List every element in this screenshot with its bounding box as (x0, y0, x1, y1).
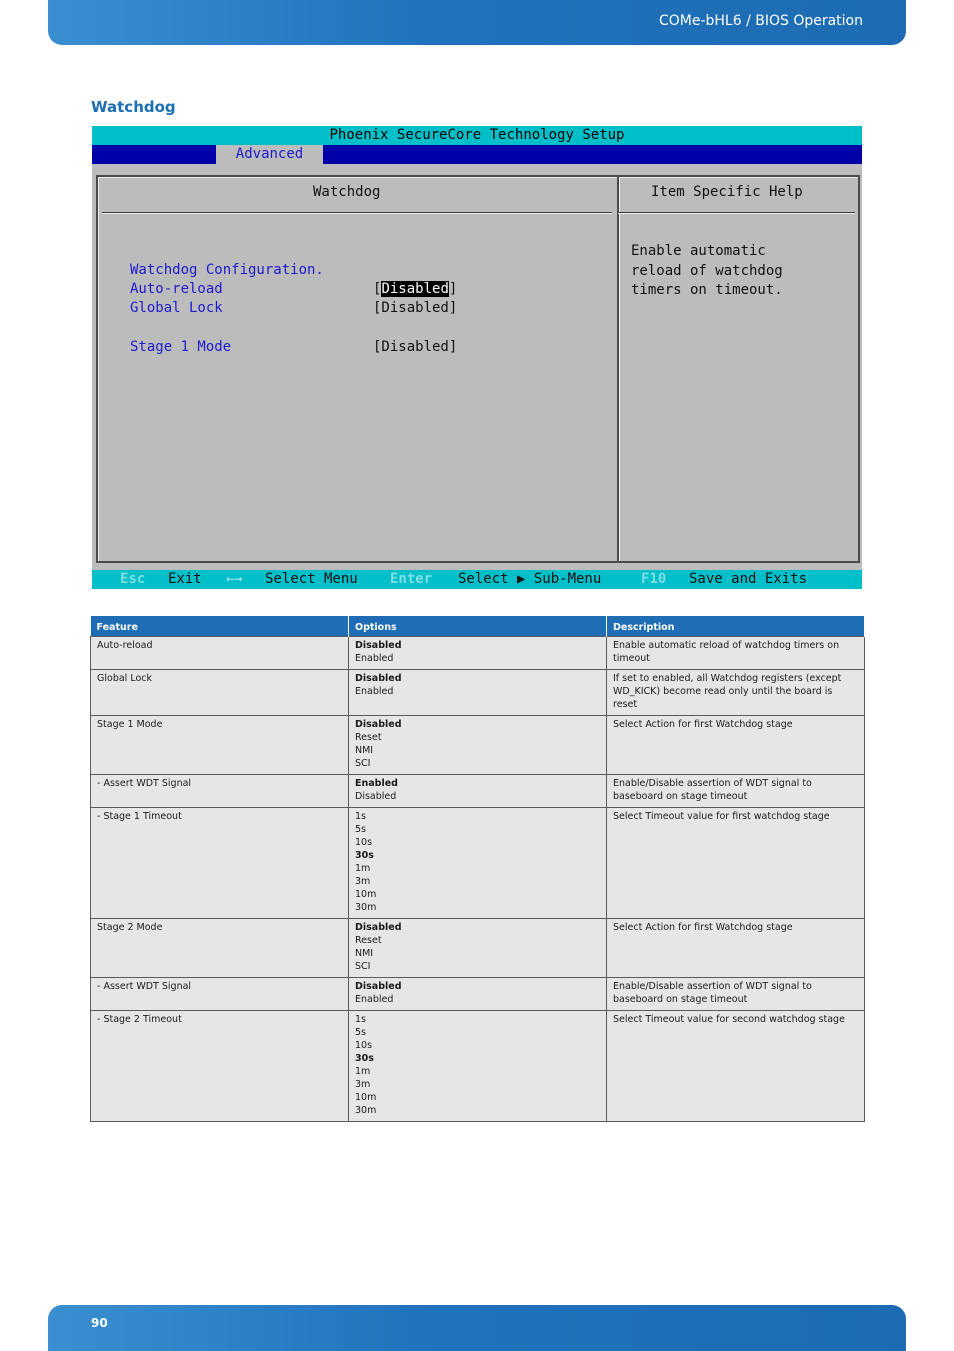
option: 10m (355, 1092, 377, 1103)
options-cell (349, 670, 607, 716)
option: Enabled (355, 686, 394, 697)
feature-cell: - Assert WDT Signal (91, 775, 349, 808)
f10-action: Save and Exits (689, 571, 808, 587)
table-header-row (91, 616, 865, 637)
feature-cell: Global Lock (91, 670, 349, 716)
option: 5s (355, 824, 366, 835)
feature-cell: Stage 2 Mode (91, 919, 349, 978)
bios-screenshot (92, 126, 862, 589)
option: 30m (355, 902, 377, 913)
section-heading: Watchdog (91, 98, 176, 116)
help-line: reload of watchdog (631, 262, 783, 279)
arrows-key-icon: ←→ (226, 571, 243, 587)
description-cell: Enable/Disable assertion of WDT signal to baseboard on stage timeout (607, 775, 865, 808)
table-row (91, 670, 865, 716)
feature-cell: - Stage 1 Timeout (91, 808, 349, 919)
description-cell: Select Timeout value for second watchdog stage (607, 1011, 865, 1122)
header-options: Options (349, 616, 607, 637)
option: 10s (355, 1040, 373, 1051)
header-title: COMe-bHL6 / BIOS Operation (658, 13, 863, 29)
tab-advanced[interactable]: Advanced (216, 145, 323, 164)
feature-cell: Stage 1 Mode (91, 716, 349, 775)
option: 5s (355, 1027, 366, 1038)
table-row (91, 808, 865, 919)
description-cell: If set to enabled, all Watchdog registers (except WD_KICK) become read only until the board is reset (607, 670, 865, 716)
option: 3m (355, 1079, 371, 1090)
enter-key: Enter (390, 571, 433, 587)
help-text (631, 242, 841, 301)
esc-action: Exit (168, 571, 202, 587)
footer-band (48, 1305, 906, 1351)
help-line: Enable automatic (631, 243, 766, 259)
option-default: Disabled (355, 981, 402, 992)
description-cell: Enable automatic reload of watchdog timers on timeout (607, 637, 865, 670)
option-default: Enabled (355, 778, 398, 789)
option: Enabled (355, 653, 394, 664)
option: NMI (355, 948, 374, 959)
description-cell: Select Action for first Watchdog stage (607, 716, 865, 775)
description-cell: Select Timeout value for first watchdog stage (607, 808, 865, 919)
option: 10m (355, 889, 377, 900)
panel-heading-help: Item Specific Help (651, 184, 803, 200)
option: 10s (355, 837, 373, 848)
bios-menubar (92, 145, 862, 164)
watchdog-options-table (90, 616, 865, 1122)
help-divider (618, 212, 855, 214)
option-default: Disabled (355, 719, 402, 730)
options-cell (349, 637, 607, 670)
option: NMI (355, 745, 374, 756)
options-cell (349, 919, 607, 978)
option: 1m (355, 863, 371, 874)
bios-key-legend (92, 570, 862, 589)
table-row (91, 978, 865, 1011)
setting-stage1-mode-label[interactable]: Stage 1 Mode (130, 339, 232, 355)
table-row (91, 716, 865, 775)
feature-cell: Auto-reload (91, 637, 349, 670)
bios-title: Phoenix SecureCore Technology Setup (92, 126, 862, 145)
setting-auto-reload-label[interactable]: Auto-reload (130, 281, 223, 297)
option: 1s (355, 1014, 366, 1025)
option: 1s (355, 811, 366, 822)
bios-help-panel (617, 175, 860, 563)
f10-key: F10 (641, 571, 667, 587)
setting-auto-reload-value[interactable]: [Disabled] (373, 281, 458, 297)
option: SCI (355, 961, 371, 972)
settings-divider (102, 212, 612, 214)
header-feature: Feature (91, 616, 349, 637)
esc-key: Esc (120, 571, 146, 587)
table-row (91, 1011, 865, 1122)
option: Reset (355, 732, 382, 743)
option: 3m (355, 876, 371, 887)
feature-cell: - Assert WDT Signal (91, 978, 349, 1011)
enter-action: Select ▶ Sub-Menu (458, 571, 602, 587)
option: Enabled (355, 994, 394, 1005)
option-default: Disabled (355, 640, 402, 651)
arrows-action: Select Menu (265, 571, 358, 587)
header-description: Description (607, 616, 865, 637)
option: 30m (355, 1105, 377, 1116)
option: 1m (355, 1066, 371, 1077)
option-default: 30s (355, 850, 374, 861)
option-default: 30s (355, 1053, 374, 1064)
panel-heading-watchdog: Watchdog (313, 184, 381, 200)
option: SCI (355, 758, 371, 769)
options-cell (349, 1011, 607, 1122)
table-row (91, 637, 865, 670)
watchdog-config-title: Watchdog Configuration. (130, 262, 324, 278)
header-band (48, 0, 906, 45)
option: Disabled (355, 791, 397, 802)
table-row (91, 919, 865, 978)
options-cell (349, 808, 607, 919)
help-line: timers on timeout. (631, 282, 783, 298)
description-cell: Select Action for first Watchdog stage (607, 919, 865, 978)
selected-value[interactable]: Disabled (381, 281, 449, 297)
description-cell: Enable/Disable assertion of WDT signal to baseboard on stage timeout (607, 978, 865, 1011)
bios-settings-panel (96, 175, 619, 563)
setting-global-lock-value[interactable]: [Disabled] (373, 300, 458, 316)
page-number: 90 (91, 1316, 108, 1330)
option: Reset (355, 935, 382, 946)
options-cell (349, 978, 607, 1011)
table-row (91, 775, 865, 808)
feature-cell: - Stage 2 Timeout (91, 1011, 349, 1122)
options-cell (349, 775, 607, 808)
setting-stage1-mode-value[interactable]: [Disabled] (373, 339, 458, 355)
options-cell (349, 716, 607, 775)
option-default: Disabled (355, 922, 402, 933)
setting-global-lock-label[interactable]: Global Lock (130, 300, 223, 316)
option-default: Disabled (355, 673, 402, 684)
